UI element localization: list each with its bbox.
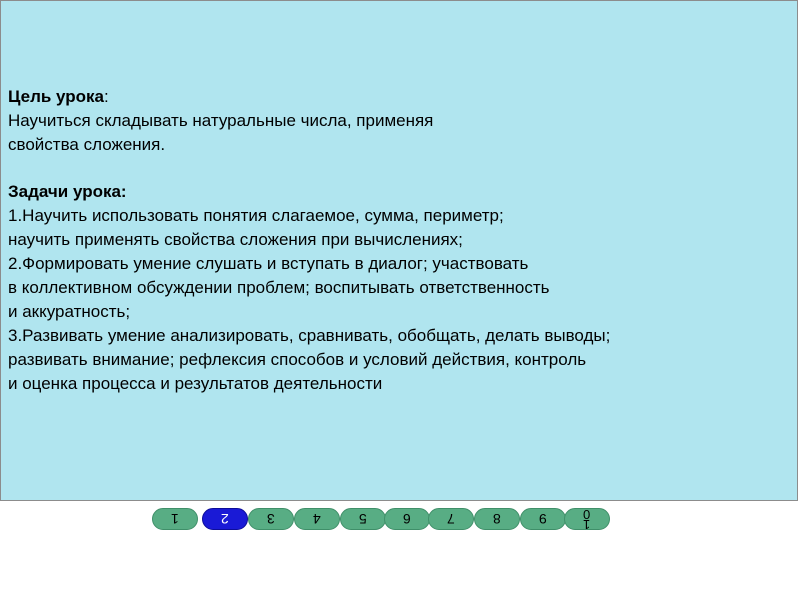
goal-heading: Цель урока — [8, 87, 105, 106]
task-line: 3.Развивать умение анализировать, сравнивать, обобщать, делать выводы; — [8, 326, 611, 345]
nav-button-2[interactable] — [202, 508, 248, 530]
nav-button-label: 2 — [221, 511, 229, 527]
nav-button-label: 6 — [403, 511, 411, 527]
nav-button-label: 7 — [447, 511, 455, 527]
goal-colon: : — [104, 87, 109, 106]
nav-button-5[interactable] — [340, 508, 386, 530]
nav-button-label: 8 — [493, 511, 501, 527]
nav-button-4[interactable] — [294, 508, 340, 530]
nav-button-1[interactable] — [152, 508, 198, 530]
slide-content — [8, 85, 788, 396]
nav-button-6[interactable] — [384, 508, 430, 530]
nav-button-label: 5 — [359, 511, 367, 527]
nav-button-label: 9 — [539, 511, 547, 527]
nav-button-9[interactable] — [520, 508, 566, 530]
nav-button-10[interactable] — [564, 508, 610, 530]
task-line: и оценка процесса и результатов деятельности — [8, 374, 383, 393]
goal-line: свойства сложения. — [8, 135, 166, 154]
task-line: 1.Научить использовать понятия слагаемое, сумма, периметр; — [8, 206, 504, 225]
goal-line: Научиться складывать натуральные числа, применяя — [8, 111, 434, 130]
nav-button-label: 3 — [267, 511, 275, 527]
task-line: развивать внимание; рефлексия способов и условий действия, контроль — [8, 350, 587, 369]
spacer — [8, 157, 788, 180]
goal-heading-line — [8, 85, 788, 109]
task-line: и аккуратность; — [8, 302, 131, 321]
nav-button-label: 1 0 — [583, 507, 591, 532]
task-line: 2.Формировать умение слушать и вступать в диалог; участвовать — [8, 254, 529, 273]
slide-nav — [152, 508, 612, 532]
nav-button-3[interactable] — [248, 508, 294, 530]
task-line: научить применять свойства сложения при вычислениях; — [8, 230, 463, 249]
nav-button-label: 4 — [313, 511, 321, 527]
nav-button-label: 1 — [171, 511, 179, 527]
nav-button-8[interactable] — [474, 508, 520, 530]
tasks-heading: Задачи урока: — [8, 182, 127, 201]
nav-button-7[interactable] — [428, 508, 474, 530]
task-line: в коллективном обсуждении проблем; воспитывать ответственность — [8, 278, 550, 297]
